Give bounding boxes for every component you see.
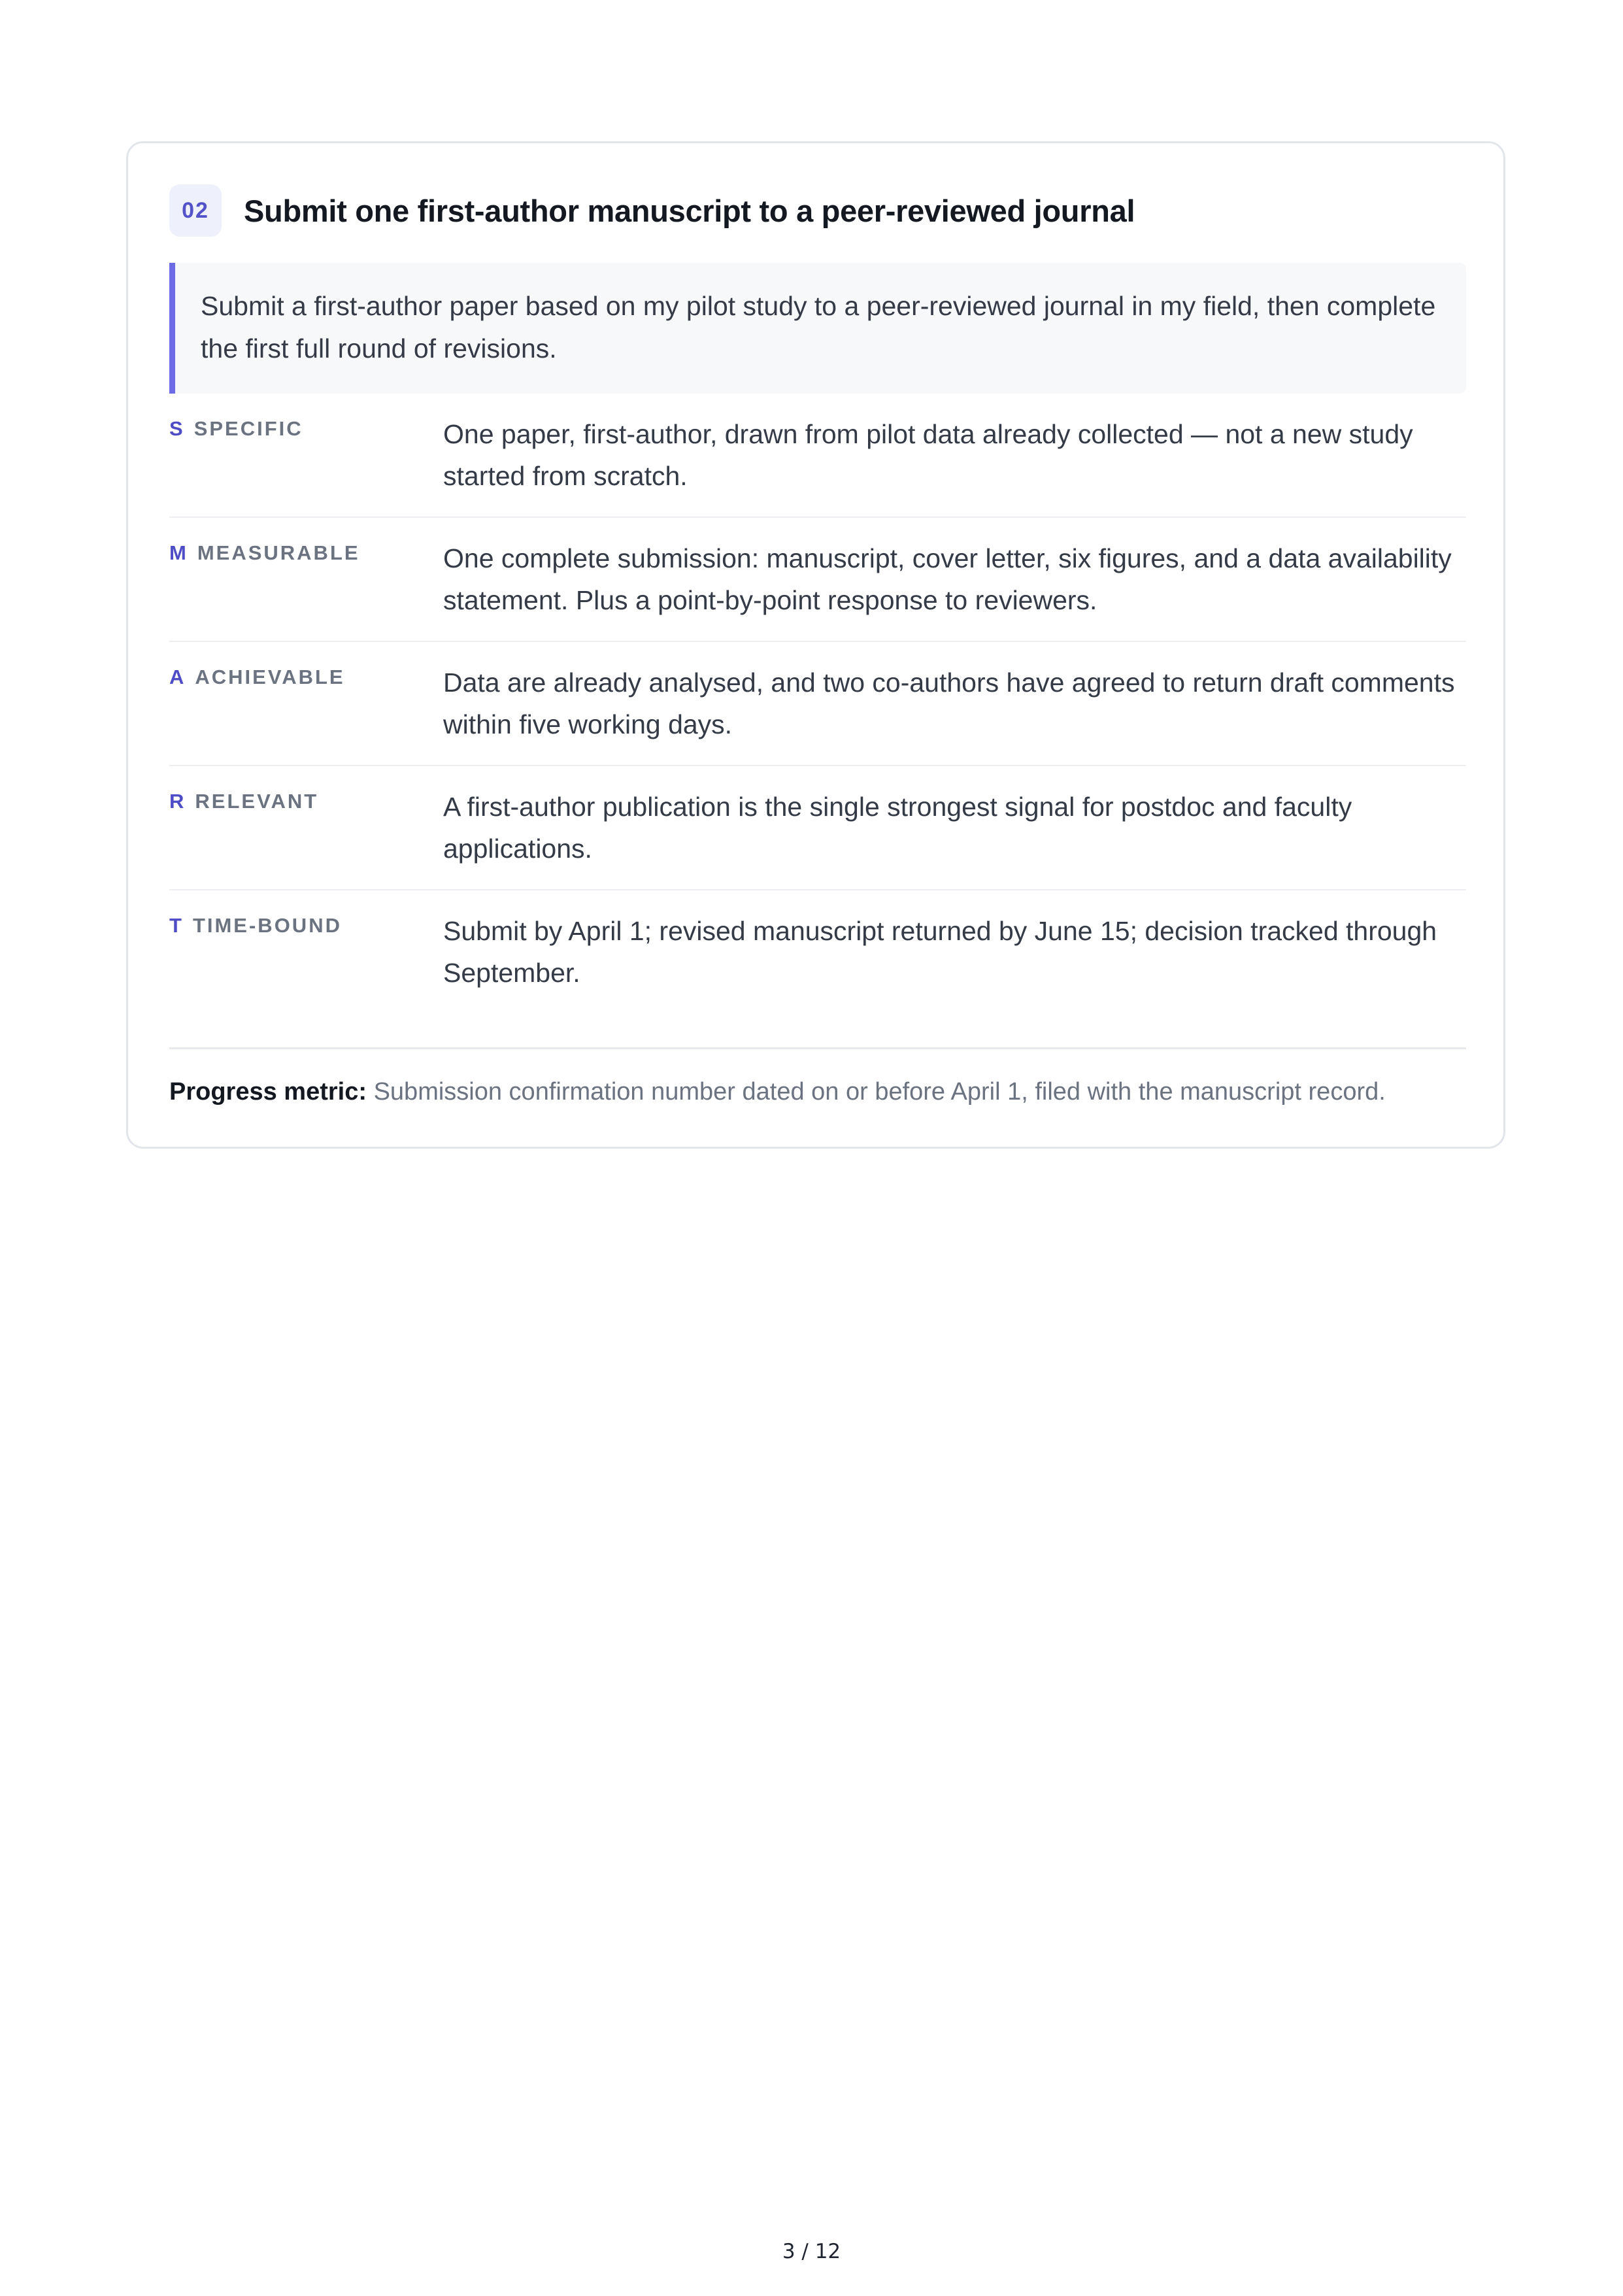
criterion-label bbox=[169, 541, 360, 565]
criterion-text: Data are already analysed, and two co-authors have agreed to return draft comments within five working days. bbox=[443, 667, 1455, 739]
criterion-name: SPECIFIC bbox=[193, 417, 303, 440]
criterion-name: RELEVANT bbox=[195, 790, 319, 813]
criterion-label bbox=[169, 666, 345, 689]
page-number: 3 / 12 bbox=[782, 2240, 841, 2263]
criterion-achievable bbox=[169, 642, 1466, 766]
criterion-letter: R bbox=[169, 790, 186, 813]
criterion-time-bound bbox=[169, 890, 1466, 1013]
criterion-measurable bbox=[169, 518, 1466, 642]
criterion-text: One complete submission: manuscript, cover letter, six figures, and a data availability statement. Plus a point-by-point response to reviewers. bbox=[443, 543, 1452, 615]
progress-metric bbox=[169, 1078, 1386, 1106]
goal-title: Submit one first-author manuscript to a peer-reviewed journal bbox=[244, 193, 1135, 228]
criterion-letter: M bbox=[169, 541, 188, 564]
progress-metric-label: Progress metric: bbox=[169, 1078, 367, 1106]
metric-divider bbox=[169, 1047, 1466, 1049]
criterion-specific bbox=[169, 394, 1466, 518]
criterion-letter: A bbox=[169, 666, 186, 688]
progress-metric-text: Submission confirmation number dated on or before April 1, filed with the manuscript record. bbox=[373, 1078, 1386, 1106]
criterion-letter: S bbox=[169, 417, 185, 440]
criterion-letter: T bbox=[169, 914, 184, 937]
criterion-label bbox=[169, 914, 342, 937]
criterion-label bbox=[169, 417, 303, 441]
criterion-name: MEASURABLE bbox=[197, 541, 360, 564]
criterion-text: One paper, first-author, drawn from pilot data already collected — not a new study started from scratch. bbox=[443, 419, 1413, 491]
goal-card bbox=[126, 141, 1505, 1149]
criterion-label bbox=[169, 790, 318, 813]
goal-header bbox=[169, 184, 1462, 237]
smart-criteria-list bbox=[169, 394, 1466, 1013]
criterion-text: A first-author publication is the single strongest signal for postdoc and faculty applications. bbox=[443, 792, 1352, 864]
goal-summary: Submit a first-author paper based on my pilot study to a peer-reviewed journal in my field, then complete the first full round of revisions. bbox=[169, 263, 1466, 394]
criterion-name: ACHIEVABLE bbox=[195, 666, 345, 688]
goal-number-badge: 02 bbox=[169, 184, 222, 237]
criterion-relevant bbox=[169, 766, 1466, 890]
criterion-text: Submit by April 1; revised manuscript returned by June 15; decision tracked through September. bbox=[443, 916, 1437, 988]
criterion-name: TIME-BOUND bbox=[192, 914, 342, 937]
